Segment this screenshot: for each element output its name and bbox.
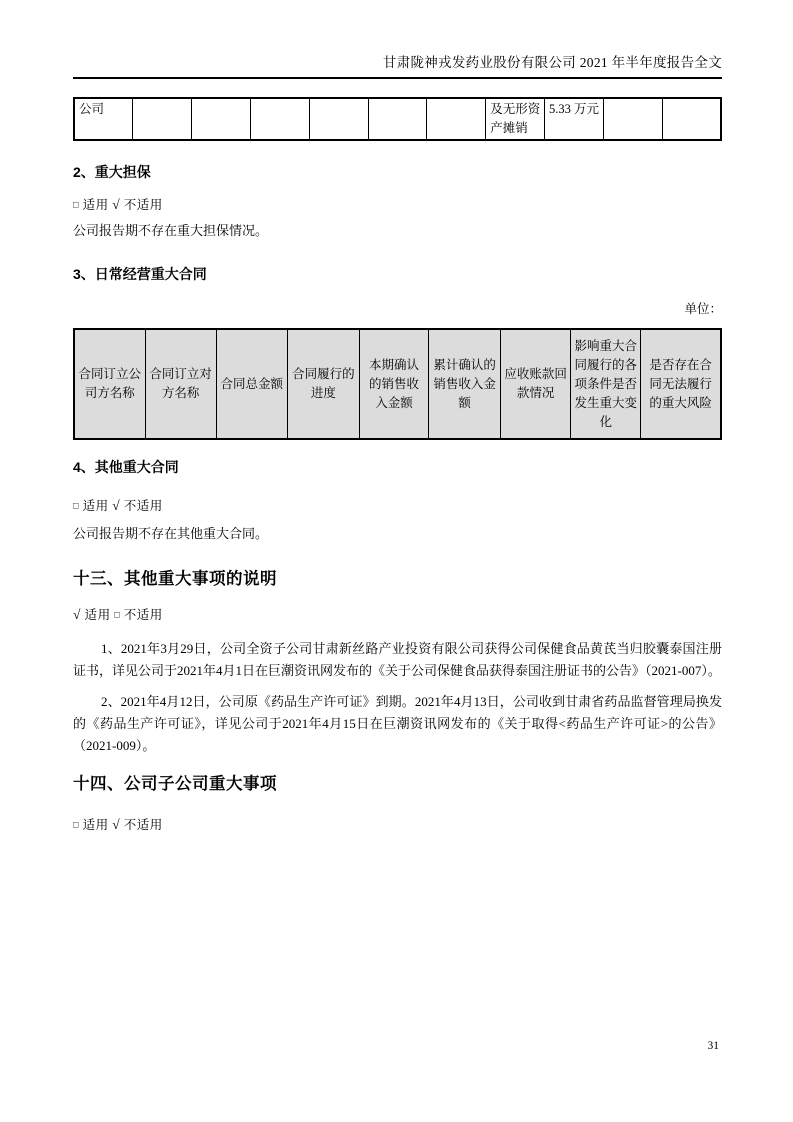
- unchecked-box-mark: □: [73, 819, 79, 830]
- table-cell: [133, 98, 192, 140]
- amortization-table-continuation: [73, 97, 722, 141]
- unchecked-box-mark: □: [114, 609, 121, 620]
- table-row: [74, 98, 721, 140]
- section-heading-subsidiary-major-matters: 十四、公司子公司重大事项: [73, 775, 277, 793]
- table-cell: [603, 98, 662, 140]
- other-contracts-note-text: 公司报告期不存在其他重大合同。: [73, 526, 269, 541]
- check-mark: √: [112, 817, 121, 832]
- table-header-cell: 应收账款回款情况: [501, 329, 571, 439]
- table-cell: [309, 98, 368, 140]
- table-cell: 5.33 万元: [545, 98, 604, 140]
- applicability-line: □ 适用 √ 不适用: [73, 817, 163, 832]
- table-cell: [250, 98, 309, 140]
- matter-paragraph-1: 1、2021年3月29日，公司全资子公司甘肃新丝路产业投资有限公司获得公司保健食品黄芪当归胶囊泰国注册证书，详见公司于2021年4月1日在巨潮资讯网发布的《关于公司保健食品获得泰国注册证书的公告》（2021-007）。: [73, 641, 722, 678]
- unchecked-box-mark: □: [73, 199, 79, 210]
- table-cell: [192, 98, 251, 140]
- table-header-cell: 合同履行的进度: [287, 329, 359, 439]
- applicability-line: □ 适用 √ 不适用: [73, 197, 163, 212]
- major-contracts-table: [73, 328, 722, 440]
- check-mark: √: [112, 498, 121, 513]
- table-header-cell: 是否存在合同无法履行的重大风险: [641, 329, 721, 439]
- unchecked-box-mark: □: [73, 500, 79, 511]
- section-heading-other-major-contracts: 4、其他重大合同: [73, 459, 179, 475]
- guarantee-note-text: 公司报告期不存在重大担保情况。: [73, 223, 269, 238]
- page-number: 31: [707, 1040, 719, 1052]
- unit-label: 单位：: [684, 302, 722, 316]
- table-header-cell: 合同订立公司方名称: [74, 329, 145, 439]
- section-heading-major-guarantees: 2、重大担保: [73, 164, 151, 180]
- matter-paragraph-2: 2、2021年4月12日，公司原《药品生产许可证》到期。2021年4月13日，公司收到甘肃省药品监督管理局换发的《药品生产许可证》，详见公司于2021年4月15日在巨潮资讯网发布的《关于取得<药品生产许可证>的公告》（2021-009）。: [73, 694, 722, 753]
- table-header-cell: 合同订立对方名称: [145, 329, 216, 439]
- table-header-cell: 本期确认的销售收入金额: [359, 329, 428, 439]
- applicability-line: □ 适用 √ 不适用: [73, 498, 163, 513]
- table-header-cell: 累计确认的销售收入金额: [429, 329, 501, 439]
- table-cell: [427, 98, 486, 140]
- table-cell: [662, 98, 721, 140]
- applicability-line: √ 适用 □ 不适用: [73, 607, 163, 622]
- table-header-row: [74, 329, 721, 439]
- table-cell: 及无形资产摊销: [486, 98, 545, 140]
- check-mark: √: [73, 607, 81, 622]
- page-header-title: 甘肃陇神戎发药业股份有限公司 2021 年半年度报告全文: [73, 0, 722, 79]
- section-heading-daily-major-contracts: 3、日常经营重大合同: [73, 266, 207, 282]
- table-header-cell: 合同总金额: [216, 329, 287, 439]
- check-mark: √: [112, 197, 121, 212]
- table-cell: [368, 98, 427, 140]
- table-header-cell: 影响重大合同履行的各项条件是否发生重大变化: [571, 329, 641, 439]
- table-cell: 公司: [74, 98, 133, 140]
- section-heading-other-major-matters: 十三、其他重大事项的说明: [73, 570, 277, 588]
